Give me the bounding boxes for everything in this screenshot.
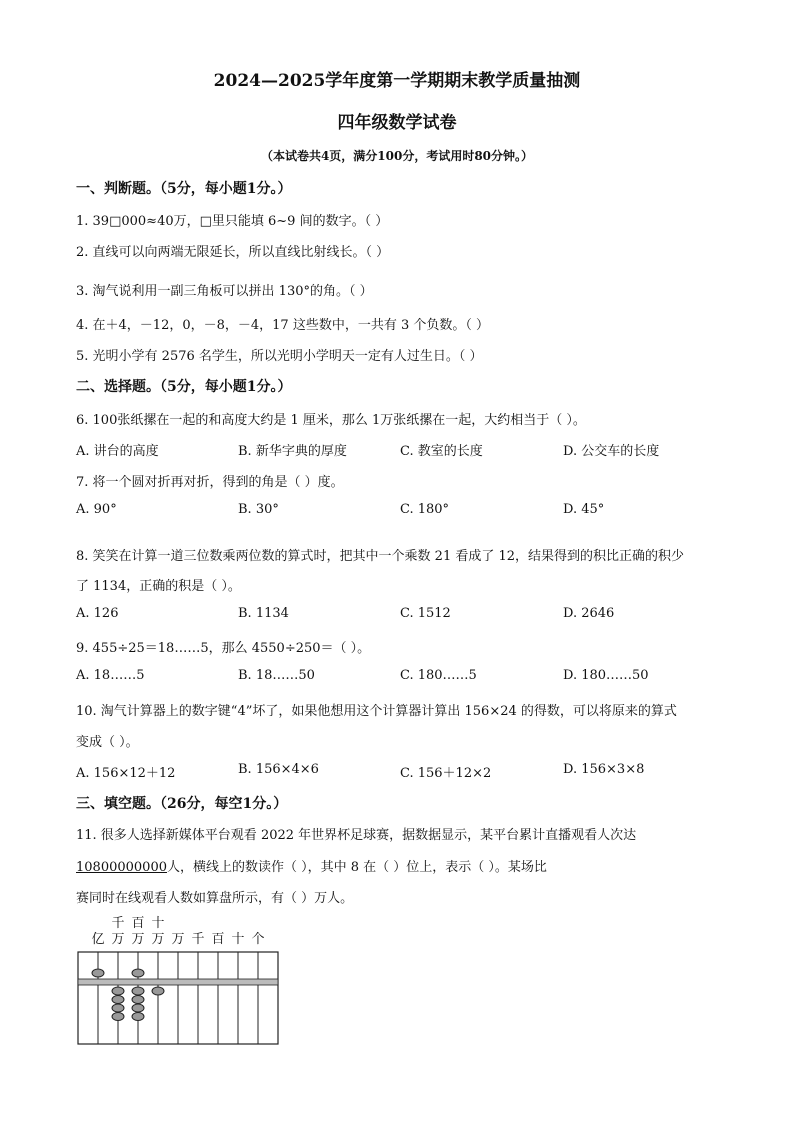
abacus-lower-bead [132, 996, 144, 1004]
question-6: 6. 100张纸摞在一起的和高度大约是 1 厘米，那么 1万张纸摞在一起，大约相当于（ ）。 [76, 413, 586, 428]
q9-option-d: D. 180……50 [563, 668, 649, 683]
abacus-lower-bead [132, 987, 144, 995]
question-11-line-2 [76, 856, 547, 875]
question-7: 7. 将一个圆对折再对折，得到的角是（ ）度。 [76, 475, 344, 490]
question-11-line-1: 11. 很多人选择新媒体平台观看 2022 年世界杯足球赛，据数据显示，某平台累计直播观看人次达 [76, 828, 637, 843]
abacus-lower-bead [112, 1013, 124, 1021]
question-10-line-2: 变成（ ）。 [76, 735, 139, 750]
q10-option-c: C. 156＋12×2 [400, 766, 492, 781]
question-5: 5. 光明小学有 2576 名学生，所以光明小学明天一定有人过生日。（ ） [76, 349, 483, 364]
q7-option-a: A. 90° [76, 502, 117, 517]
abacus-upper-bead [132, 969, 144, 977]
q9-option-c: C. 180……5 [400, 668, 477, 683]
abacus-column-label: 亿 [91, 932, 105, 947]
abacus-lower-bead [132, 1013, 144, 1021]
q8-option-a: A. 126 [76, 606, 119, 621]
question-11-line-3: 赛同时在线观看人数如算盘所示，有（ ）万人。 [76, 891, 354, 906]
abacus-column-label: 万 [131, 932, 145, 947]
q7-option-d: D. 45° [563, 502, 605, 517]
question-1: 1. 39□000≈40万，□里只能填 6~9 间的数字。（ ） [76, 214, 389, 229]
abacus-lower-bead [152, 987, 164, 995]
q8-option-b: B. 1134 [238, 606, 289, 621]
abacus-column-label: 万 [151, 932, 165, 947]
abacus-beam [78, 979, 278, 985]
q7-option-b: B. 30° [238, 502, 279, 517]
abacus-upper-bead [92, 969, 104, 977]
q9-option-a: A. 18……5 [76, 668, 145, 683]
q10-option-a: A. 156×12＋12 [76, 766, 176, 781]
abacus-lower-bead [112, 987, 124, 995]
question-3: 3. 淘气说利用一副三角板可以拼出 130°的角。（ ） [76, 284, 373, 299]
exam-subtitle: 四年级数学试卷 [337, 113, 457, 133]
exam-title: 2024—2025学年度第一学期期末教学质量抽测 [213, 71, 581, 91]
viewer-count-number: 10800000000 [76, 860, 167, 875]
abacus-column-label-top: 十 [151, 916, 165, 931]
q10-option-b: B. 156×4×6 [238, 762, 319, 777]
q7-option-c: C. 180° [400, 502, 450, 517]
question-4: 4. 在＋4，－12，0，－8，－4，17 这些数中，一共有 3 个负数。（ ） [76, 318, 490, 333]
q6-option-c: C. 教室的长度 [400, 444, 483, 459]
question-2: 2. 直线可以向两端无限延长，所以直线比射线长。（ ） [76, 245, 390, 260]
abacus-column-label-top: 百 [131, 916, 145, 931]
question-10-line-1: 10. 淘气计算器上的数字键“4”坏了，如果他想用这个计算器计算出 156×24 的得数，可以将原来的算式 [76, 704, 677, 719]
question-9: 9. 455÷25＝18……5，那么 4550÷250＝（ ）。 [76, 641, 371, 656]
q9-option-b: B. 18……50 [238, 668, 315, 683]
section-fill-blank: 三、填空题。（26分，每空1分。） [76, 796, 288, 812]
abacus-column-label: 千 [191, 932, 205, 947]
abacus-lower-bead [112, 996, 124, 1004]
abacus-column-label: 百 [211, 932, 225, 947]
abacus-column-label: 十 [231, 932, 245, 947]
exam-note: （本试卷共4页，满分100分，考试用时80分钟。） [260, 149, 534, 163]
q8-option-c: C. 1512 [400, 606, 451, 621]
abacus-lower-bead [132, 1004, 144, 1012]
q8-option-d: D. 2646 [563, 606, 615, 621]
q6-option-a: A. 讲台的高度 [76, 444, 159, 459]
section-choice: 二、选择题。（5分，每小题1分。） [76, 379, 292, 395]
abacus-column-label-top: 千 [111, 916, 125, 931]
question-8-line-1: 8. 笑笑在计算一道三位数乘两位数的算式时，把其中一个乘数 21 看成了 12，结果得到的积比正确的积少 [76, 549, 685, 564]
abacus-column-label: 万 [111, 932, 125, 947]
q6-option-d: D. 公交车的长度 [563, 444, 660, 459]
abacus-figure [60, 912, 300, 1052]
abacus-column-label: 万 [171, 932, 185, 947]
question-11-line-2-text: 人，横线上的数读作（ ），其中 8 在（ ）位上，表示（ ）。某场比 [166, 860, 547, 875]
section-judgement: 一、判断题。（5分，每小题1分。） [76, 181, 292, 197]
question-8-line-2: 了 1134，正确的积是（ ）。 [76, 579, 241, 594]
abacus-lower-bead [112, 1004, 124, 1012]
abacus-column-label: 个 [251, 932, 265, 947]
q10-option-d: D. 156×3×8 [563, 762, 645, 777]
q6-option-b: B. 新华字典的厚度 [238, 444, 347, 459]
